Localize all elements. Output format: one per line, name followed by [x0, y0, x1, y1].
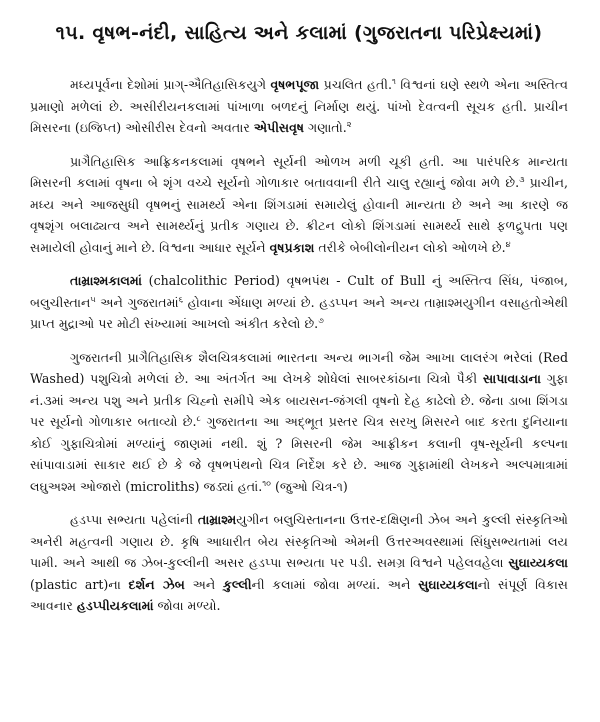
- bold-term: કુલ્લી: [223, 576, 252, 592]
- paragraph: [30, 151, 568, 259]
- text-run: તરીકે બેબીલોનીયન લોકો ઓળખે છે.: [314, 239, 506, 255]
- text-run: અને ગુજરાતમાં: [95, 294, 179, 310]
- text-run: પ્રચલિત હતી.: [319, 77, 392, 92]
- bold-term: વૃષપ્રકાશ: [269, 239, 315, 255]
- footnote-marker: ૮: [196, 413, 201, 423]
- text-run: નો સંપૂર્ણ વિકાસ આવનાર: [30, 576, 568, 613]
- text-run: ગુફા નં.૩માં અન્ય પશુ અને પ્રતીક ચિહ્નો સમીપે એક બાયસન-જંગલી વૃષનો દેહ કાઢેલો છે. જેના ડાબા શિંગડા પર સૂર્યનો ગોળાકાર બતાવ્યો છે.: [30, 371, 568, 429]
- footnote-marker: ૫: [90, 294, 96, 304]
- footnote-marker: ૭: [318, 315, 324, 325]
- text-run: (chalcolithic Period) વૃષભપંથ - Cult of Bull નું અસ્તિત્વ સિંધ, પંજાબ, બલુચીસ્તાન: [30, 273, 568, 310]
- bold-term: સાપાવાડાના: [482, 371, 541, 386]
- footnote-marker: ૧: [391, 76, 396, 86]
- text-run: જોવા મળ્યો.: [153, 598, 221, 613]
- footnote-marker: ૨: [346, 119, 352, 129]
- footnote-marker: ૩: [519, 174, 525, 184]
- text-run: ગુજરાતના આ અદ્ભૂત પ્રસ્તર ચિત્ર સરખુ મિસરને બાદ કરતા દુનિયાના કોઈ ગુફાચિત્રોમાં મળ્યાંનું જાણમાં નથી. શું ? મિસરની જેમ આફ્રીકન કલાની વૃષ-સૂર્યની કલ્પના સાંપાવાડામાં સાકાર થઈ છે કે જે વૃષભપંથનો ચિત્ર નિર્દેશ કરે છે. આજ ગુફામાંથી લેખકને અલ્પમાત્રામાં લઘુઅશ્મ ઓજારો (microliths) જડ્યાં હતાં.: [30, 414, 568, 494]
- footnote-marker: ૪: [505, 239, 511, 249]
- text-run: હોવાના એંધાણ મળ્યાં છે. હડપ્પન અને અન્ય તામ્રાશ્મયુગીન વસાહતોએથી પ્રાપ્ત મુદ્રાઓ પર મોટી સંખ્યામાં આખલો અંકીત કરેલો છે.: [30, 294, 568, 331]
- text-run: પ્રાગૈતિહાસિક આફ્રિકનકલામાં વૃષભને સૂર્યની ઓળખ મળી ચૂકી હતી. આ પારંપરિક માન્યતા મિસરની કલામાં વૃષના બે શૃંગ વચ્ચે સૂર્યનો ગોળાકાર બતાવવાની રીતે ચાલુ રહ્યાનું જોવા મળે છે.: [30, 153, 568, 190]
- page-title: ૧૫. વૃષભ-નંદી, સાહિત્ય અને કલામાં (ગુજરાતના પરિપ્રેક્ષ્યમાં): [55, 22, 543, 44]
- bold-term: વૃષભપૂજા: [270, 77, 320, 92]
- text-run: હડપ્પા સભ્યતા પહેલાંની: [70, 512, 198, 527]
- text-run: મધ્યપૂર્વના દેશોમાં પ્રાગ્-ઐતિહાસિકયુગે: [70, 77, 271, 92]
- article-body: [30, 74, 568, 617]
- text-run: યુગીન બલુચિસ્તાનના ઉત્તર-દક્ષિણની ઝેબ અને કુલ્લી સંસ્કૃતિઓ અનેરી મહત્વની ગણાય છે. કૃષિ આધારીત બેય સંસ્કૃતિઓ એમની ઉત્તરઅવસ્થામાં સિંધુસભ્યતામાં લય પામી. અને આથી જ ઝેબ-કુલ્લીની અસર હડપ્પા સભ્યતા પર પડી. સમગ્ર વિશ્વને પહેલવહેલા: [30, 512, 568, 570]
- footnote-marker: ૬: [178, 294, 184, 304]
- text-run: અને: [184, 576, 223, 592]
- text-run: ગણાતો.: [304, 120, 347, 135]
- text-run: વિશ્વનાં ઘણે સ્થળે એના અસ્તિત્વ પ્રમાણો મળેલાં છે. અસીરીયનકલામાં પાંખાળા બળદનું નિર્માણ થયું. પાંખો દેવત્વની સૂચક હતી. પ્રાચીન મિસરના (ઇજિપ્ત) ઓસીરીસ દેવનો અવતાર: [30, 77, 568, 135]
- text-run: (plastic art)ના: [30, 576, 129, 592]
- bold-term: તામ્રાશ્મકાલમાં: [70, 273, 142, 288]
- bold-term: સુઘાય્યકલા: [508, 555, 568, 570]
- paragraph: [30, 270, 568, 335]
- text-run: ગુજરાતની પ્રાગૈતિહાસિક શૈલચિત્રકલામાં ભારતના અન્ય ભાગની જેમ આખા લાલરંગ ભરેલાં (Red Washed) પશુચિત્રો મળેલાં છે. આ અંતર્ગત આ લેખકે શોધેલાં સાબરકાંઠાના ચિત્રો પૈકી: [30, 349, 568, 386]
- text-run: પ્રાચીન, મધ્ય અને આજસુધી વૃષભનું સામર્થ્ય એના શિંગડામાં સમાયેલું હોવાની માન્યતા છે અને આ કારણે જ વૃષશૃંગ બલાઢ્યત્વ અને સામર્થ્યનું પ્રતીક ગણાય છે. ક્રીટન લોકો શિંગડામાં સામર્થ્ય સાથે ફળદ્રુપતા પણ સમાયેલી હોવાનું માને છે. વિશ્વના આધાર સૂર્યને: [30, 175, 568, 255]
- bold-term: હડપ્પીયકલામાં: [76, 598, 154, 613]
- bold-term: એપીસવૃષ: [253, 120, 305, 135]
- bold-term: દર્શન ઝેબ: [128, 576, 185, 592]
- paragraph: [30, 74, 568, 139]
- paragraph: [30, 347, 568, 498]
- bold-term: તામ્રાશ્મ: [197, 512, 237, 527]
- text-run: (જુઓ ચિત્ર-૧): [270, 478, 348, 494]
- text-run: ની કલામાં જોવા મળ્યાં. અને: [251, 576, 419, 592]
- paragraph: [30, 509, 568, 617]
- bold-term: સુઘાય્યકલા: [418, 576, 478, 592]
- footnote-marker: ૧૦: [262, 478, 271, 488]
